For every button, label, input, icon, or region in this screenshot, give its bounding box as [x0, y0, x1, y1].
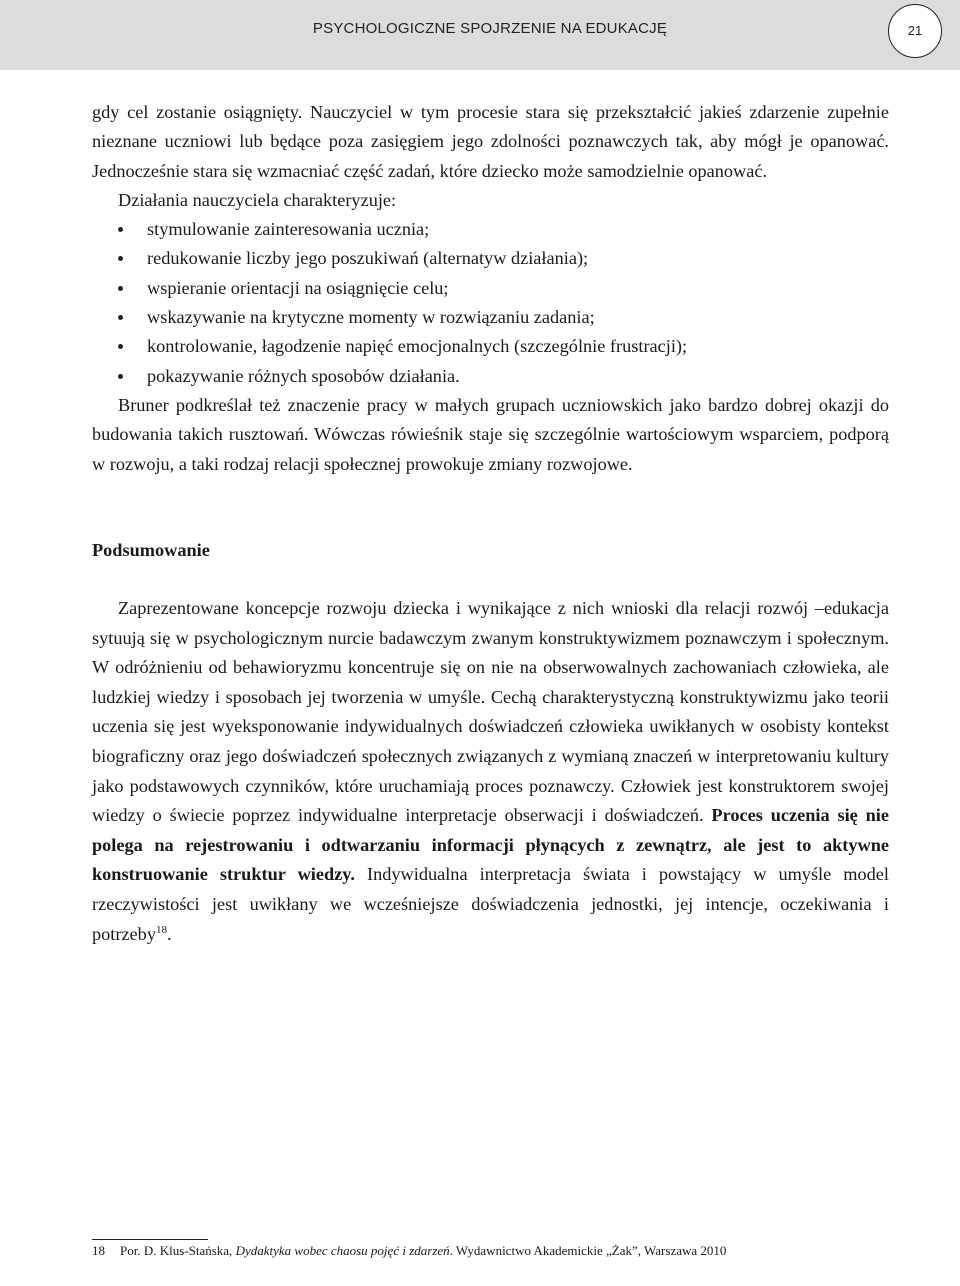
list-item: kontrolowanie, łagodzenie napięć emocjonalnych (szczególnie frustracji); [92, 332, 889, 361]
list-item: wspieranie orientacji na osiągnięcie celu; [92, 274, 889, 303]
bullet-icon [118, 315, 123, 320]
body-text [92, 98, 889, 479]
bullet-icon [118, 374, 123, 379]
bold-emphasis: Proces uczenia się nie polega na rejestrowaniu i odtwarzaniu informacji płynących z zewnątrz, ale jest to aktywne konstruowanie struktur wiedzy. [92, 805, 889, 885]
paragraph-continuation: gdy cel zostanie osiągnięty. Nauczyciel w tym procesie stara się przekształcić jakieś zdarzenie zupełnie nieznane uczniowi lub będące poza zasięgiem jego zdolności poznawczych tak, aby mógł je opanować. Jednocześnie stara się wzmacniać część zadań, które dziecko może samodzielnie opanować. [92, 102, 889, 181]
list-intro: Działania nauczyciela charakteryzuje: [118, 189, 397, 210]
list-item: wskazywanie na krytyczne momenty w rozwiązaniu zadania; [92, 303, 889, 332]
footnote-divider [92, 1239, 208, 1240]
bullet-list [92, 215, 889, 391]
paragraph-bruner: Bruner podkreślał też znaczenie pracy w małych grupach uczniowskich jako bardzo dobrej okazji do budowania takich rusztowań. Wówczas rówieśnik staje się szczególnie wartościowym wsparciem, podporą w rozwoju, a taki rodzaj relacji społecznej prowokuje zmiany rozwojowe. [92, 394, 889, 474]
footnote-book-title: Dydaktyka wobec chaosu pojęć i zdarzeń [235, 1243, 450, 1258]
page-number-badge: 21 [888, 4, 942, 58]
summary-section [92, 594, 889, 949]
footnote: 18 Por. D. Klus-Stańska, Dydaktyka wobec chaosu pojęć i zdarzeń. Wydawnictwo Akademickie „Żak”, Warszawa 2010 [92, 1243, 727, 1258]
running-title: PSYCHOLOGICZNE SPOJRZENIE NA EDUKACJĘ [312, 20, 668, 37]
bullet-icon [118, 344, 123, 349]
bullet-icon [118, 227, 123, 232]
footnote-reference[interactable]: 18 [155, 923, 167, 936]
list-item: redukowanie liczby jego poszukiwań (alternatyw działania); [92, 244, 889, 273]
bullet-icon [118, 256, 123, 261]
footnote-number: 18 [92, 1243, 105, 1258]
page-header [0, 0, 960, 70]
list-item: pokazywanie różnych sposobów działania. [92, 362, 889, 391]
bullet-icon [118, 286, 123, 291]
summary-paragraph: Zaprezentowane koncepcje rozwoju dziecka i wynikające z nich wnioski dla relacji rozwój –edukacja sytuują się w psychologicznym nurcie badawczym zwanym konstruktywizmem poznawczym i społecznym. W odróżnieniu od behawioryzmu koncentruje się on nie na obserwowalnych zachowaniach człowieka, ale ludzkiej wiedzy i sposobach jej tworzenia w umyśle. Cechą charakterystyczną konstruktywizmu jako teorii uczenia się jest wyeksponowanie indywidualnych doświadczeń człowieka uwikłanych w osobisty kontekst biograficzny oraz jego doświadczeń społecznych związanych z wymianą znaczeń w interpretowaniu kultury jako podstawowych czynników, które uruchamiają proces poznawczy. Człowiek jest konstruktorem swojej wiedzy o świecie poprzez indywidualne interpretacje obserwacji i doświadczeń. Proces uczenia się nie polega na rejestrowaniu i odtwarzaniu informacji płynących z zewnątrz, ale jest to aktywne konstruowanie struktur wiedzy. Indywidualna interpretacja świata i powstający w umyśle model rzeczywistości jest uwikłany we wcześniejsze doświadczenia jednostki, jej intencje, oczekiwania i potrzeby$^{18}$. [92, 598, 889, 944]
section-heading: Podsumowanie [92, 540, 210, 560]
list-item: stymulowanie zainteresowania ucznia; [92, 215, 889, 244]
